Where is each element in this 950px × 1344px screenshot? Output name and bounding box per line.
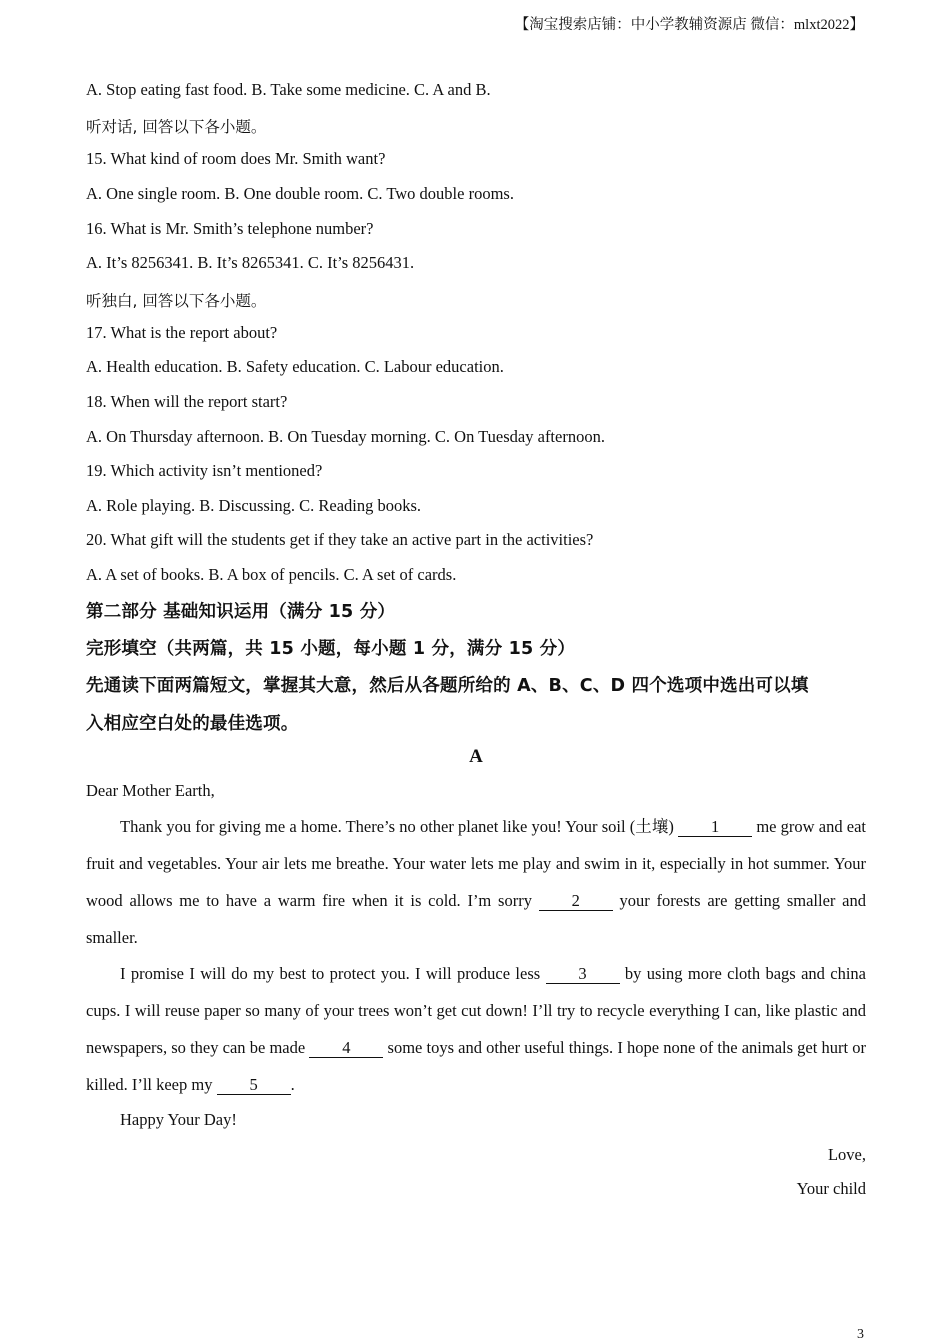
page-header: 【淘宝搜索店铺：中小学教辅资源店 微信：mlxt2022】 [514,17,864,33]
passage-paragraph-2 [86,955,866,1103]
part2-instruction-line2: 入相应空白处的最佳选项。 [86,714,299,734]
blank-1: 1 [678,818,752,837]
paragraph-text: me grow and eat fruit and vegetables. Your air lets me breathe. Your water lets me play and swim in it, especially in hot summer. Your wood allows me to have a warm fire when it is cold. I’m sorry [86,817,866,910]
q15-options: A. One single room. B. One double room. C. Two double rooms. [86,184,514,203]
question-16: 16. What is Mr. Smith’s telephone number? [86,219,374,238]
paragraph-text: some toys and other useful things. I hope none of the animals get hurt or killed. I’ll keep my [86,1038,866,1094]
q17-options: A. Health education. B. Safety education. C. Labour education. [86,357,504,376]
paragraph-text: I promise I will do my best to protect you. I will produce less [120,964,546,983]
question-19: 19. Which activity isn’t mentioned? [86,461,323,480]
page-number: 3 [857,1327,864,1342]
blank-5: 5 [217,1076,291,1095]
blank-4: 4 [309,1039,383,1058]
letter-salutation: Dear Mother Earth, [86,781,215,800]
passage-paragraph-1 [86,808,866,956]
letter-closing-line: Happy Your Day! [120,1110,237,1129]
paragraph-text: by using more cloth bags and china cups. I will reuse paper so many of your trees won’t get cut down! I’ll try to recycle everything I can, like plastic and newspapers, so they can be made [86,964,866,1057]
q19-options: A. Role playing. B. Discussing. C. Reading books. [86,496,422,515]
section-label-a: A [469,746,483,767]
part2-subheading: 完形填空（共两篇，共 15 小题，每小题 1 分，满分 15 分） [86,639,576,659]
letter-signoff: Love, [827,1145,866,1164]
paragraph-text: your forests are getting smaller and smaller. [86,891,867,947]
part2-instruction-line1: 先通读下面两篇短文，掌握其大意，然后从各题所给的 A、B、C、D 四个选项中选出可以填 [86,676,809,696]
blank-2: 2 [539,892,613,911]
paragraph-text: Thank you for giving me a home. There’s no other planet like you! Your soil (土壤) [120,817,679,836]
paragraph-text: . [290,1075,295,1094]
part2-heading: 第二部分 基础知识运用（满分 15 分） [86,602,396,622]
q14-options: A. Stop eating fast food. B. Take some medicine. C. A and B. [86,80,491,99]
blank-3: 3 [546,965,620,984]
q18-options: A. On Thursday afternoon. B. On Tuesday morning. C. On Tuesday afternoon. [86,427,605,446]
question-18: 18. When will the report start? [86,392,288,411]
question-17: 17. What is the report about? [86,323,278,342]
dialogue-instruction: 听对话, 回答以下各小题。 [86,118,267,136]
q16-options: A. It’s 8256341. B. It’s 8265341. C. It’s 8256431. [86,253,415,272]
question-15: 15. What kind of room does Mr. Smith want? [86,149,386,168]
question-20: 20. What gift will the students get if they take an active part in the activities? [86,530,594,549]
q20-options: A. A set of books. B. A box of pencils. C. A set of cards. [86,565,457,584]
monologue-instruction: 听独白, 回答以下各小题。 [86,292,267,310]
letter-signature: Your child [796,1179,866,1198]
